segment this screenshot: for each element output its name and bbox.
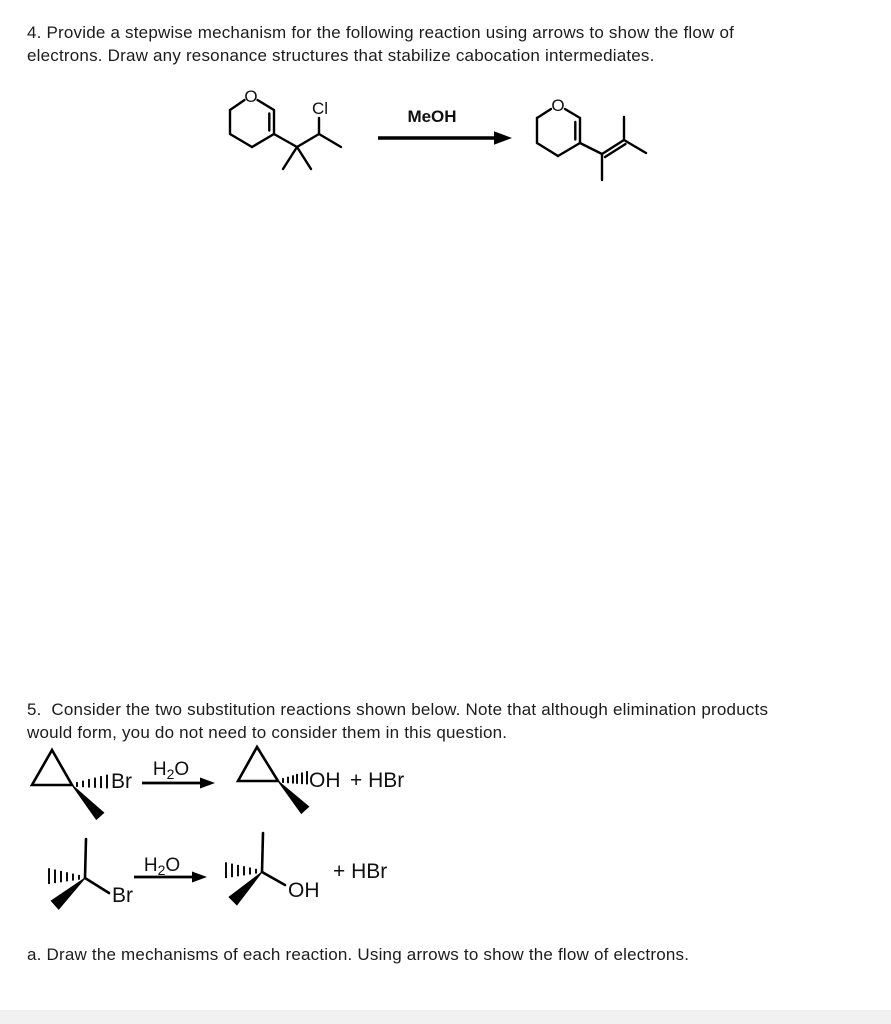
q5r1-product-bold-wedge <box>278 781 309 813</box>
part-a-text: a. Draw the mechanisms of each reaction. Using arrows to show the flow of electrons. <box>27 945 690 964</box>
q5r1-arrowhead <box>200 778 215 789</box>
q5r1-reactant-molecule <box>32 750 132 819</box>
q5r2-reagent-label: $H_2O$ <box>143 855 181 878</box>
q5r2-reaction-arrow <box>134 855 207 883</box>
q5r2-reactant-molecule <box>49 839 133 909</box>
q5r1-byproduct-label: + HBr <box>350 769 405 792</box>
question5-reaction1-scheme <box>0 735 891 835</box>
q4-reactant-molecule <box>230 87 341 169</box>
q4-product-ring-oxygen-label: O <box>551 96 565 115</box>
question4-text-line2: electrons. Draw any resonance structures that stabilize cabocation intermediates. <box>27 46 655 65</box>
q4-reagent-label: MeOH <box>407 107 457 126</box>
q5r1-product-hashed-wedge <box>283 771 307 784</box>
q5r1-reactant-bold-wedge <box>72 785 104 819</box>
q4-product-molecule <box>537 96 646 180</box>
question5-text-line1: 5. Consider the two substitution reactions shown below. Note that although elimination products <box>27 700 769 719</box>
q5r1-product-hydroxyl-label: OH <box>309 769 341 792</box>
q5r2-byproduct-label: + HBr <box>333 860 388 883</box>
q4-arrowhead <box>494 131 512 145</box>
q5r1-product-cyclopropane-ring <box>238 747 278 781</box>
q5r2-product-hashed-wedge <box>226 862 256 878</box>
question4-text-line1: 4. Provide a stepwise mechanism for the following reaction using arrows to show the flow of <box>27 23 735 42</box>
q5r1-reactant-hashed-wedge <box>77 775 107 789</box>
q4-reactant-ring-oxygen-label: O <box>244 87 258 106</box>
q5r1-reaction-arrow <box>142 759 215 789</box>
scan-edge-shadow <box>0 1010 891 1024</box>
q5r2-product-molecule <box>226 833 387 905</box>
q5r2-reactant-bold-wedge <box>51 878 85 909</box>
question4-reaction-scheme <box>0 80 891 210</box>
q4-product-alkene-double-bond <box>602 140 626 157</box>
q4-reactant-chlorine-label: Cl <box>311 99 329 118</box>
question5-text-line2: would form, you do not need to consider them in this question. <box>27 723 508 742</box>
q4-reaction-arrow <box>378 107 512 145</box>
question5-reaction2-scheme <box>0 825 891 925</box>
q5r2-product-bold-wedge <box>229 872 262 905</box>
q5r1-reactant-bromine-label: Br <box>111 770 132 793</box>
q5r2-reactant-hashed-wedge <box>49 868 79 884</box>
q5r1-reagent-label: $H_2O$ <box>152 759 190 782</box>
q5r2-reactant-bromine-label: Br <box>112 884 133 907</box>
q4-product-ring-double-bond <box>575 118 580 143</box>
q4-reactant-ring-double-bond <box>269 110 274 134</box>
q5r2-product-hydroxyl-label: OH <box>288 879 320 902</box>
q5r1-product-molecule <box>238 747 404 813</box>
q5r1-reactant-cyclopropane-ring <box>32 750 72 785</box>
q5r2-arrowhead <box>192 872 207 883</box>
